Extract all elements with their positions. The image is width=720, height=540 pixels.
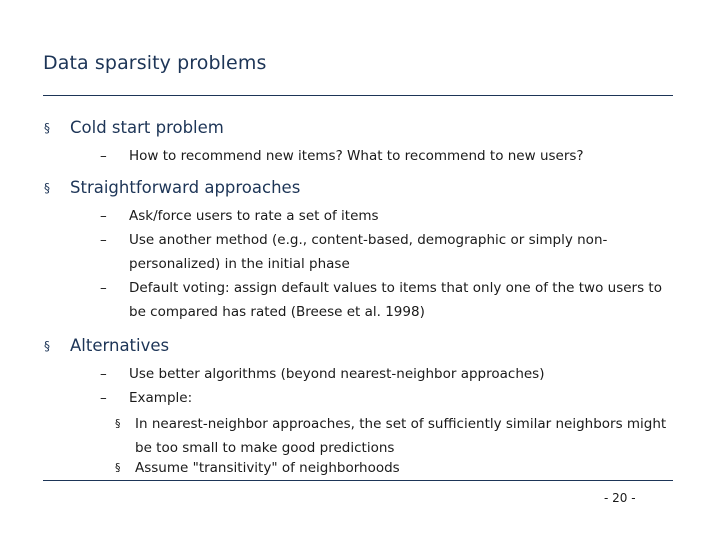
sub-bullet	[100, 144, 680, 168]
sub-bullet-text: Ask/force users to rate a set of items	[129, 208, 379, 224]
sub-sub-bullet-text: In nearest-neighbor approaches, the set of sufficiently similar neighbors might be too small to make good predictions	[135, 416, 667, 456]
dash-icon: –	[100, 148, 107, 164]
sub-bullet	[100, 228, 680, 276]
dash-icon: –	[100, 280, 107, 296]
sub-bullet-icon: §	[115, 417, 121, 430]
sub-sub-bullet-text: Assume "transitivity" of neighborhoods	[135, 460, 400, 476]
sub-sub-bullet	[115, 456, 685, 480]
sub-bullet-text: How to recommend new items? What to recommend to new users?	[129, 148, 584, 164]
dash-icon: –	[100, 232, 107, 248]
sub-bullet-text: Use better algorithms (beyond nearest-neighbor approaches)	[129, 366, 545, 382]
section-bullet-icon: §	[44, 181, 50, 195]
section-bullet-icon: §	[44, 339, 50, 353]
dash-icon: –	[100, 208, 107, 224]
bullet-heading: Alternatives	[70, 336, 170, 355]
sub-sub-bullet	[115, 412, 685, 460]
sub-bullet-icon: §	[115, 461, 121, 474]
dash-icon: –	[100, 390, 107, 406]
sub-bullet	[100, 386, 680, 410]
section-bullet-icon: §	[44, 121, 50, 135]
title-divider	[43, 95, 673, 96]
sub-bullet-text: Default voting: assign default values to items that only one of the two users to be compared has rated (Breese et al. 1998)	[129, 280, 662, 320]
bullet-heading: Straightforward approaches	[70, 178, 301, 197]
sub-bullet	[100, 204, 680, 228]
bullet-heading: Cold start problem	[70, 118, 224, 137]
slide-title: Data sparsity problems	[43, 52, 267, 74]
dash-icon: –	[100, 366, 107, 382]
sub-bullet	[100, 276, 680, 324]
sub-bullet-text: Use another method (e.g., content-based, demographic or simply non-personalized) in the initial phase	[129, 232, 608, 272]
sub-bullet-text: Example:	[129, 390, 193, 406]
page-number: - 20 -	[604, 491, 636, 505]
footer-divider	[43, 480, 673, 481]
sub-bullet	[100, 362, 680, 386]
